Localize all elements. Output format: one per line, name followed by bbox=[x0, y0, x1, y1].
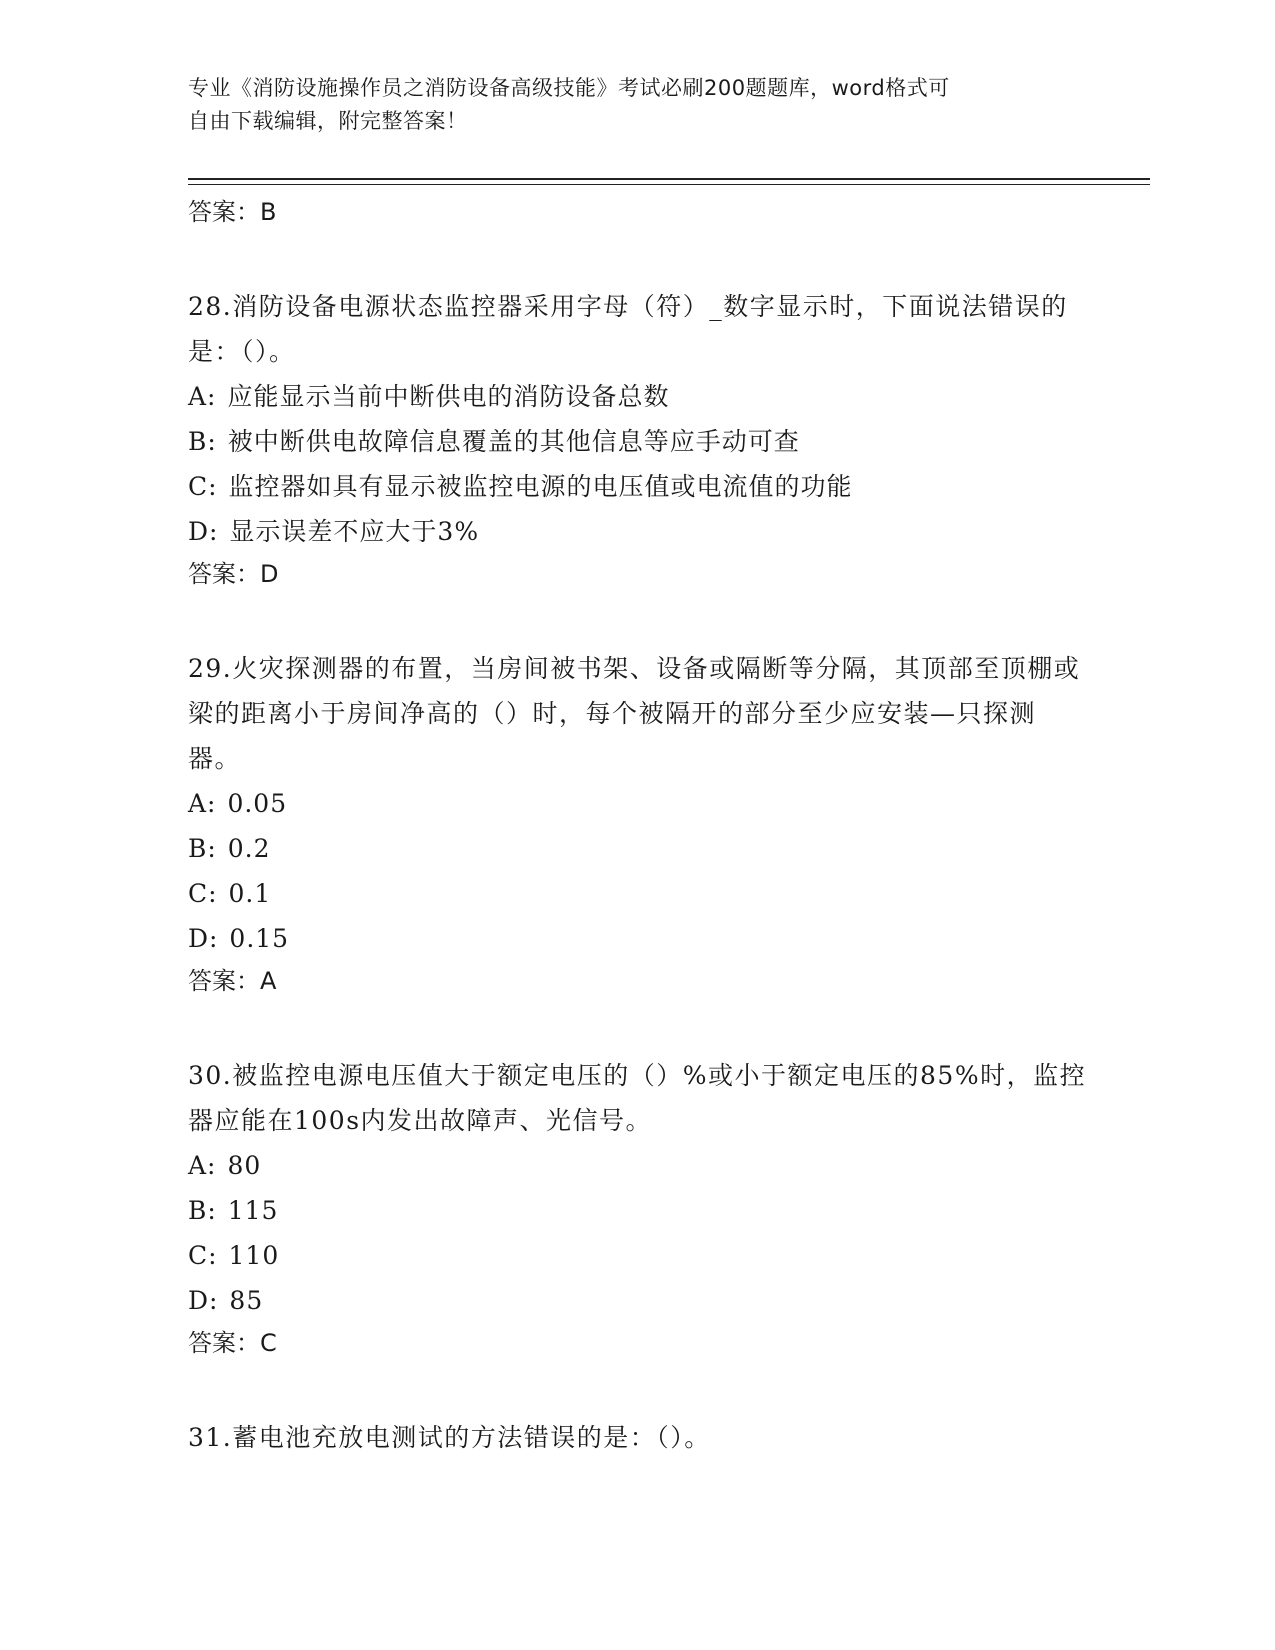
answer: 答案：C bbox=[188, 1329, 277, 1357]
answer: 答案：D bbox=[188, 560, 279, 588]
option-d bbox=[188, 509, 1088, 554]
option-c bbox=[188, 464, 1088, 509]
question-text: 31.蓄电池充放电测试的方法错误的是：（）。 bbox=[188, 1423, 711, 1452]
option-letter: C: bbox=[188, 472, 218, 501]
option-letter: B: bbox=[188, 427, 217, 456]
option-letter: A: bbox=[188, 789, 217, 818]
option-text: 115 bbox=[227, 1196, 279, 1225]
option-letter: A: bbox=[188, 1151, 217, 1180]
option-text: 监控器如具有显示被监控电源的电压值或电流值的功能 bbox=[228, 472, 853, 501]
question-28 bbox=[188, 284, 1088, 594]
header-rule-thick bbox=[188, 178, 1150, 180]
option-text: 被中断供电故障信息覆盖的其他信息等应手动可查 bbox=[227, 427, 800, 456]
option-text: 110 bbox=[228, 1241, 280, 1270]
header-line-2: 自由下载编辑，附完整答案！ bbox=[188, 109, 468, 133]
option-letter: C: bbox=[188, 879, 218, 908]
option-text: 85 bbox=[229, 1286, 264, 1315]
header-rule-thin bbox=[188, 184, 1150, 185]
question-text: 28.消防设备电源状态监控器采用字母（符）_数字显示时，下面说法错误的是：（）。 bbox=[188, 292, 1068, 366]
question-31 bbox=[188, 1415, 1088, 1460]
question-text: 30.被监控电源电压值大于额定电压的（）%或小于额定电压的85%时，监控器应能在100s内发出故障声、光信号。 bbox=[188, 1061, 1087, 1135]
option-letter: B: bbox=[188, 834, 217, 863]
answer: 答案：A bbox=[188, 967, 277, 995]
option-a bbox=[188, 374, 1088, 419]
option-d bbox=[188, 916, 1088, 961]
option-text: 0.1 bbox=[228, 879, 272, 908]
option-c bbox=[188, 1233, 1088, 1278]
option-a bbox=[188, 1143, 1088, 1188]
option-b bbox=[188, 419, 1088, 464]
option-b bbox=[188, 826, 1088, 871]
option-letter: D: bbox=[188, 1286, 219, 1315]
previous-answer: 答案：B bbox=[188, 198, 277, 226]
option-letter: D: bbox=[188, 924, 219, 953]
option-text: 80 bbox=[227, 1151, 262, 1180]
option-text: 显示误差不应大于3% bbox=[229, 517, 480, 546]
option-letter: B: bbox=[188, 1196, 217, 1225]
document-body bbox=[188, 190, 1088, 1460]
header-line-1: 专业《消防设施操作员之消防设备高级技能》考试必刷200题题库，word格式可 bbox=[188, 76, 950, 100]
option-text: 应能显示当前中断供电的消防设备总数 bbox=[227, 382, 670, 411]
option-letter: D: bbox=[188, 517, 219, 546]
option-c bbox=[188, 871, 1088, 916]
option-text: 0.05 bbox=[227, 789, 288, 818]
option-b bbox=[188, 1188, 1088, 1233]
question-29 bbox=[188, 646, 1088, 1001]
question-30 bbox=[188, 1053, 1088, 1363]
option-a bbox=[188, 781, 1088, 826]
option-letter: C: bbox=[188, 1241, 218, 1270]
option-d bbox=[188, 1278, 1088, 1323]
option-text: 0.2 bbox=[227, 834, 271, 863]
question-text: 29.火灾探测器的布置，当房间被书架、设备或隔断等分隔，其顶部至顶棚或梁的距离小于房间净高的（）时，每个被隔开的部分至少应安装—只探测器。 bbox=[188, 654, 1081, 773]
document-header bbox=[188, 72, 1068, 138]
option-text: 0.15 bbox=[229, 924, 290, 953]
option-letter: A: bbox=[188, 382, 217, 411]
